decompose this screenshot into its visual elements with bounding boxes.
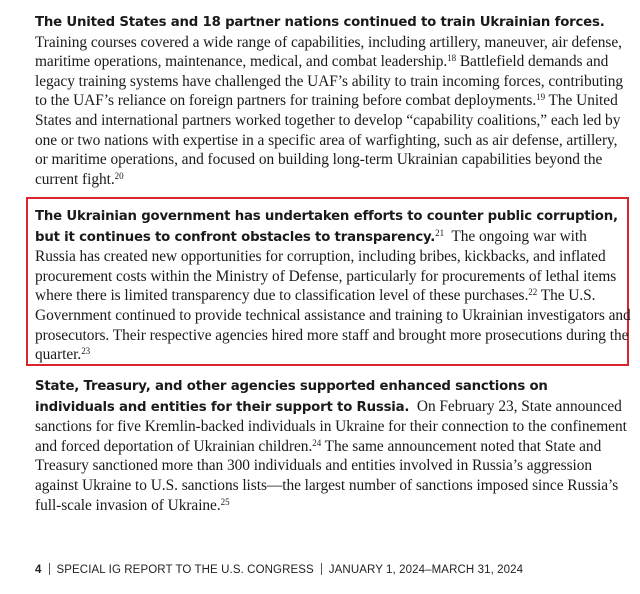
footer-divider xyxy=(49,563,50,575)
paragraph-text: Training courses covered a wide range of capabilities, including artillery, maneuver, air defense, maritime operations, maintenance, medical, and combat leadership. xyxy=(35,33,622,71)
date-range: JANUARY 1, 2024–MARCH 31, 2024 xyxy=(328,564,524,576)
paragraph-text: Battlefield demands and legacy training systems have challenged the UAF’s ability to train incoming forces, contributing to the UAF’s reliance on foreign partners for training before combat deployments. xyxy=(35,53,624,110)
footnote-ref[interactable]: 24 xyxy=(312,437,322,448)
paragraph-lead: The United States and 18 partner nations continued to train Ukrainian forces. xyxy=(35,15,605,30)
paragraph-text: The U.S. Government continued to provide technical assistance and training to Ukrainian investigators and prosecutors. Their respective agencies hired more staff and brought more prosecutions during the quarter. xyxy=(35,287,631,364)
footnote-ref[interactable]: 20 xyxy=(114,170,124,181)
paragraph-text: The ongoing war with Russia has created new opportunities for corruption, including bribes, kickbacks, and inflated procurement costs within the Ministry of Defense, particularly for procurements of lethal items where there is limited transparency due to classification level of these purchases. xyxy=(35,227,617,305)
footnote-ref[interactable]: 22 xyxy=(528,287,538,298)
footnote-ref[interactable]: 25 xyxy=(220,496,230,507)
paragraph-sanctions xyxy=(35,376,631,515)
paragraph-lead: The Ukrainian government has undertaken efforts to counter public corruption, but it continues to confront obstacles to transparency. xyxy=(35,209,618,245)
footer-divider xyxy=(321,563,322,575)
paragraph-lead: State, Treasury, and other agencies supported enhanced sanctions on individuals and entities for their support to Russia. xyxy=(35,379,548,415)
paragraph-training xyxy=(35,12,631,189)
paragraph-text: The same announcement noted that State and Treasury sanctioned more than 300 individuals and entities involved in Russia’s aggression against Ukraine to U.S. sanctions lists—the largest number of sanctions imposed since Russia’s full-scale invasion of Ukraine. xyxy=(35,437,619,514)
report-title: SPECIAL IG REPORT TO THE U.S. CONGRESS xyxy=(56,564,314,576)
footnote-ref[interactable]: 19 xyxy=(536,92,546,103)
footnote-ref[interactable]: 21 xyxy=(435,227,445,238)
page-number: 4 xyxy=(35,564,42,576)
paragraph-text: On February 23, State announced sanctions for five Kremlin-backed individuals in Ukraine for their connection to the confinement and forced deportation of Ukrainian children. xyxy=(35,397,627,455)
paragraph-corruption xyxy=(35,206,631,365)
footnote-ref[interactable]: 18 xyxy=(447,53,457,64)
paragraph-text: The United States and international partners worked together to develop “capability coalitions,” each led by one or two nations with expertise in a specific area of warfighting, such as air defense, artillery, or maritime operations, and focused on building long-term Ukrainian capabilities beyond the current fight. xyxy=(35,92,621,188)
page-footer xyxy=(35,563,523,576)
footnote-ref[interactable]: 23 xyxy=(81,346,91,357)
